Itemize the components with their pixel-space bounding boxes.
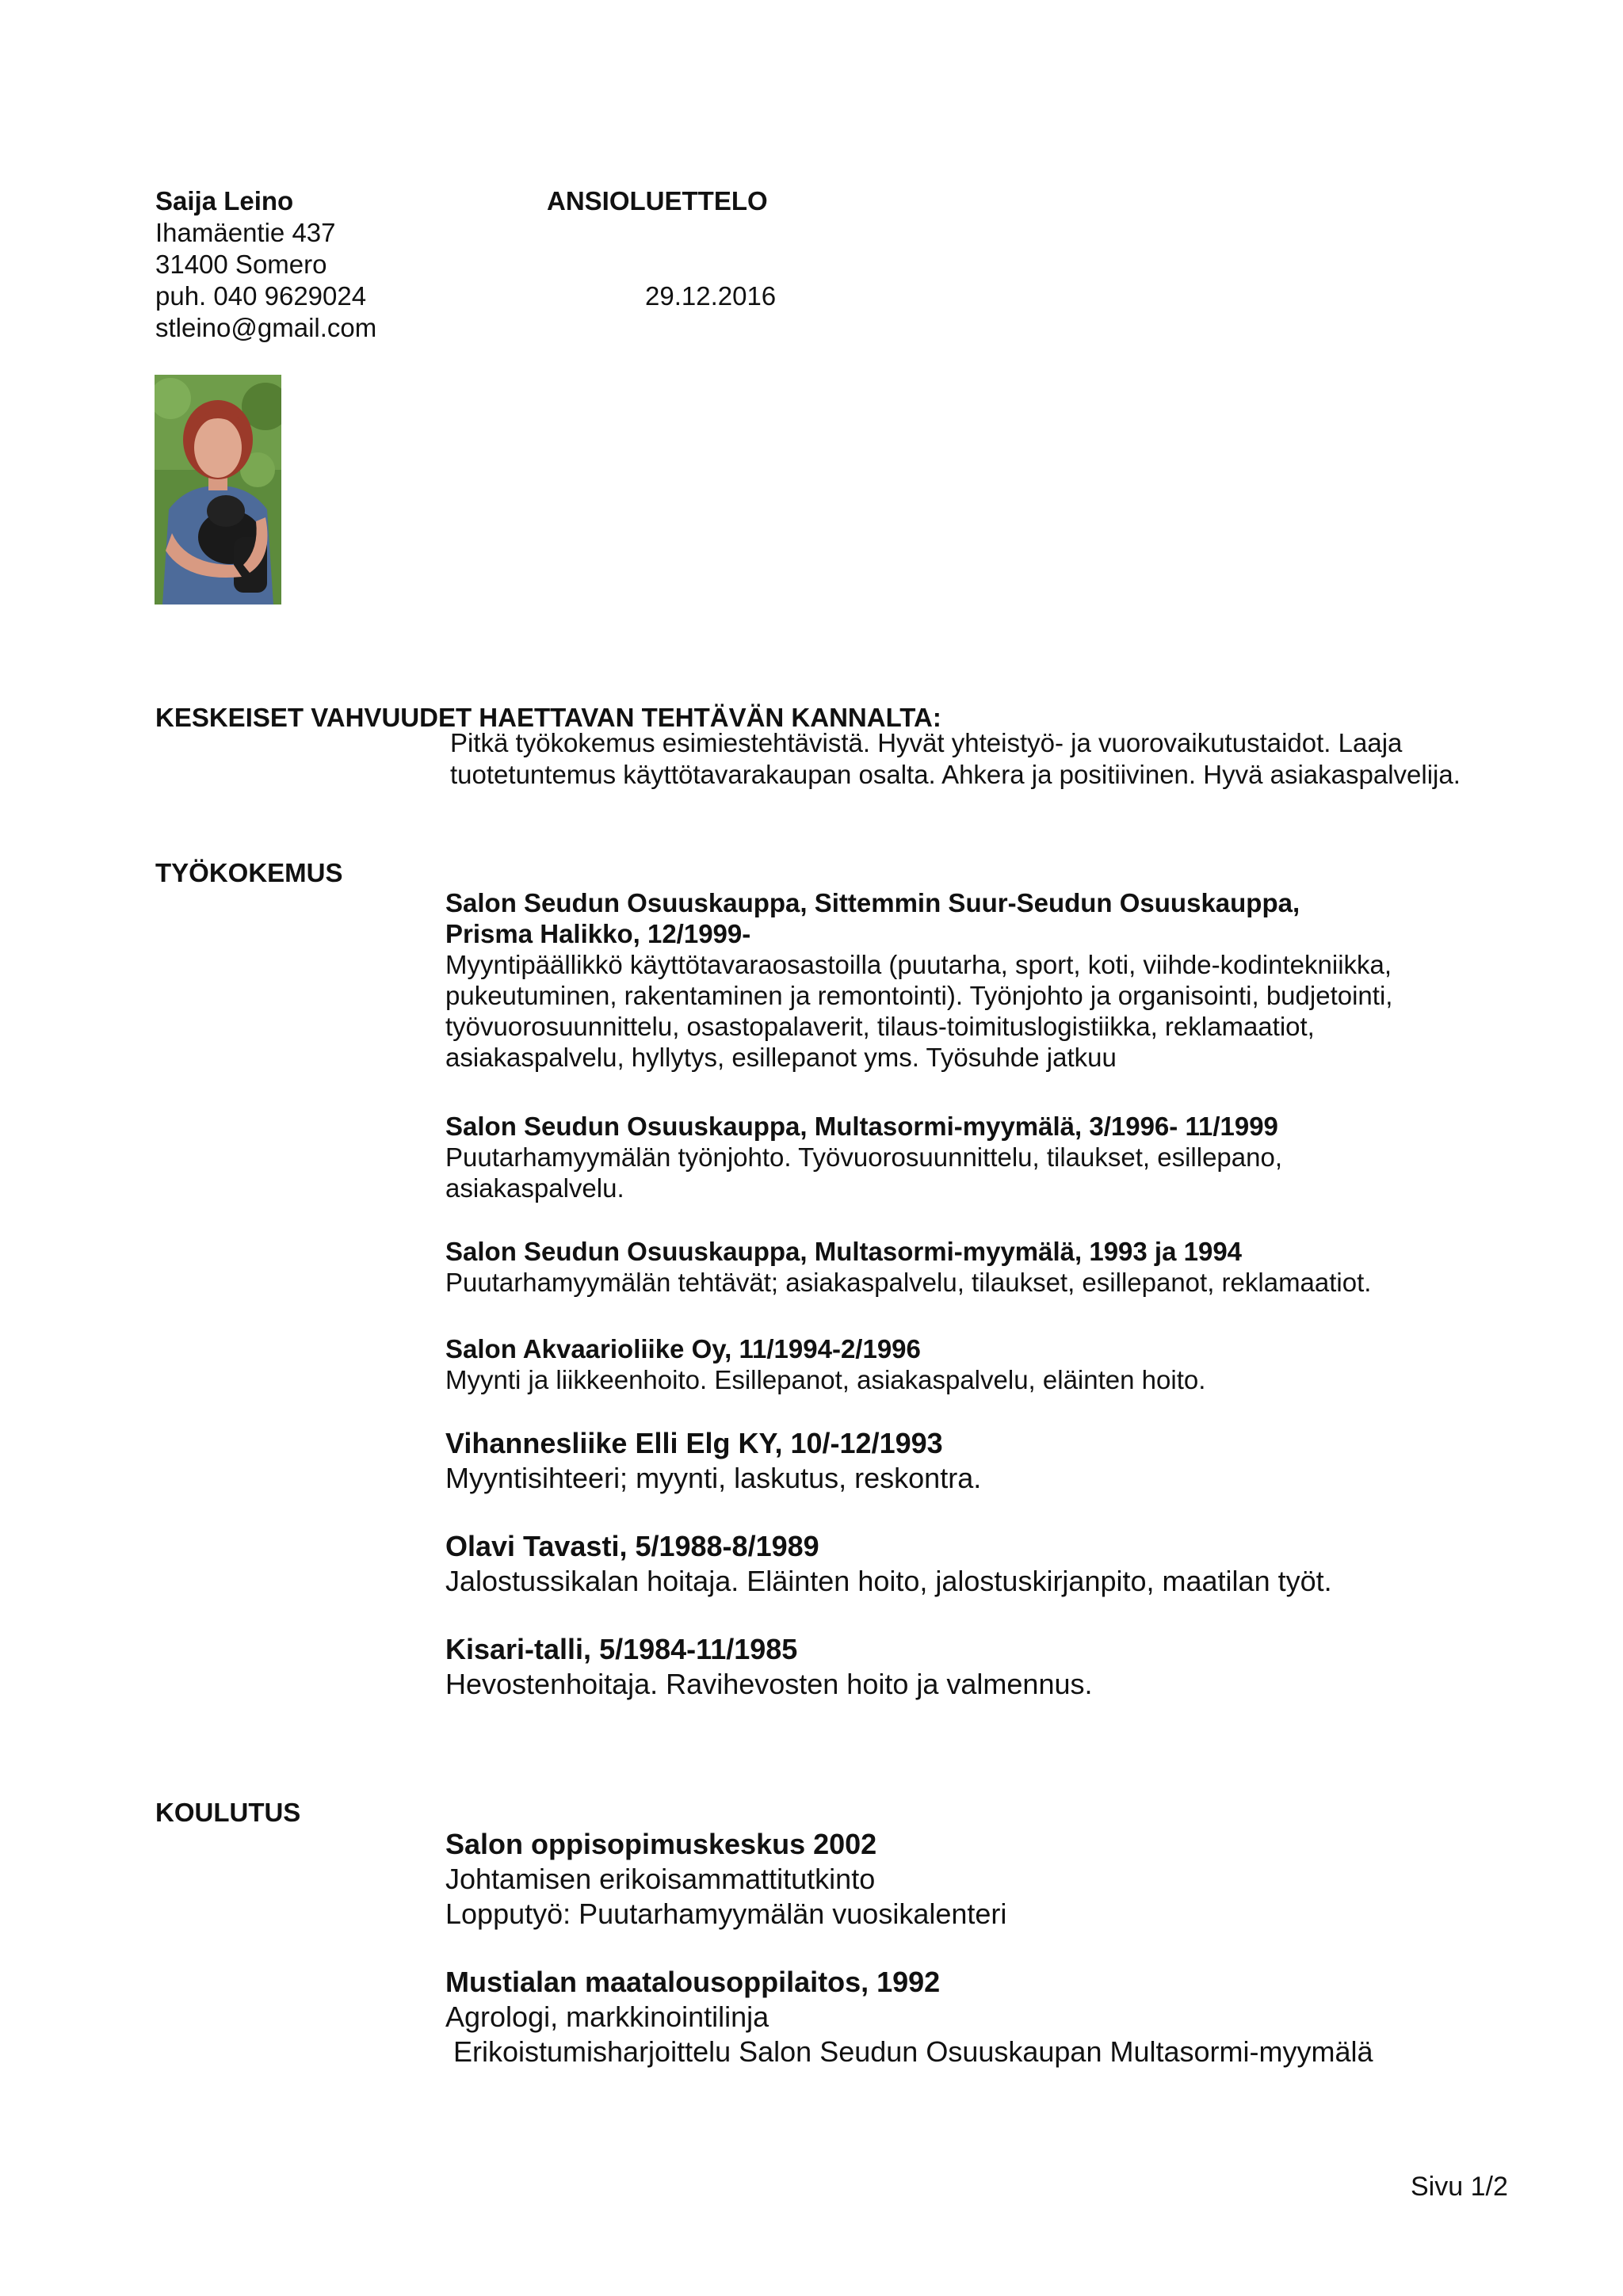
strengths-line: tuotetuntemus käyttötavarakaupan osalta. Ahkera ja positiivinen. Hyvä asiakaspalvelija. xyxy=(450,760,1461,789)
experience-entry xyxy=(445,1111,1539,1203)
contact-block xyxy=(155,185,376,344)
strengths-text xyxy=(450,727,1461,791)
entry-line: Puutarhamyymälän tehtävät; asiakaspalvelu, tilaukset, esillepanot, reklamaatiot. xyxy=(445,1268,1372,1297)
entry-title: Olavi Tavasti, 5/1988-8/1989 xyxy=(445,1530,819,1562)
strengths-heading: KESKEISET VAHVUUDET HAETTAVAN TEHTÄVÄN KANNALTA: xyxy=(155,703,941,732)
email-address: stleino@gmail.com xyxy=(155,313,377,342)
page-number: Sivu 1/2 xyxy=(1411,2172,1508,2202)
entry-title: Salon Akvaarioliike Oy, 11/1994-2/1996 xyxy=(445,1334,921,1363)
experience-entry xyxy=(445,1333,1539,1395)
experience-entry xyxy=(445,1236,1539,1298)
experience-entry xyxy=(445,887,1539,1073)
entry-line: Myynti ja liikkeenhoito. Esillepanot, asiakaspalvelu, eläinten hoito. xyxy=(445,1365,1206,1394)
entry-line: pukeutuminen, rakentaminen ja remontointi). Työnjohto ja organisointi, budjetointi, xyxy=(445,981,1393,1010)
entry-line: Lopputyö: Puutarhamyymälän vuosikalenteri xyxy=(445,1897,1007,1930)
experience-entry xyxy=(445,1632,1539,1702)
address-street: Ihamäentie 437 xyxy=(155,218,336,247)
entry-line: Myyntisihteeri; myynti, laskutus, reskontra. xyxy=(445,1462,982,1494)
entry-line: Jalostussikalan hoitaja. Eläinten hoito, jalostuskirjanpito, maatilan työt. xyxy=(445,1565,1332,1597)
experience-entry xyxy=(445,1426,1539,1496)
entry-line: Puutarhamyymälän työnjohto. Työvuorosuunnittelu, tilaukset, esillepano, xyxy=(445,1142,1283,1172)
strengths-line: Pitkä työkokemus esimiestehtävistä. Hyvät yhteistyö- ja vuorovaikutustaidot. Laaja xyxy=(450,728,1403,757)
education-entry xyxy=(445,1965,1539,2069)
entry-line: Johtamisen erikoisammattitutkinto xyxy=(445,1863,876,1895)
entry-title: Mustialan maatalousoppilaitos, 1992 xyxy=(445,1966,941,1998)
entry-line: Hevostenhoitaja. Ravihevosten hoito ja valmennus. xyxy=(445,1668,1093,1700)
entry-line: työvuorosuunnittelu, osastopalaverit, tilaus-toimituslogistiikka, reklamaatiot, xyxy=(445,1012,1315,1041)
entry-line: asiakaspalvelu. xyxy=(445,1173,624,1203)
applicant-name: Saija Leino xyxy=(155,186,294,215)
entry-title: Kisari-talli, 5/1984-11/1985 xyxy=(445,1633,798,1665)
entry-line: asiakaspalvelu, hyllytys, esillepanot yms. Työsuhde jatkuu xyxy=(445,1043,1117,1072)
education-entry xyxy=(445,1827,1539,1932)
education-heading: KOULUTUS xyxy=(155,1798,301,1827)
phone-number: puh. 040 9629024 xyxy=(155,281,367,311)
experience-heading: TYÖKOKEMUS xyxy=(155,858,343,887)
entry-line: Agrologi, markkinointilinja xyxy=(445,2000,769,2033)
entry-title: Salon oppisopimuskeskus 2002 xyxy=(445,1828,877,1860)
entry-line: Erikoistumisharjoittelu Salon Seudun Osuuskaupan Multasormi-myymälä xyxy=(445,2035,1373,2068)
profile-photo xyxy=(155,375,281,605)
entry-title: Salon Seudun Osuuskauppa, Sittemmin Suur-Seudun Osuuskauppa, xyxy=(445,888,1300,917)
entry-line: Myyntipäällikkö käyttötavaraosastoilla (puutarha, sport, koti, viihde-kodintekniikka, xyxy=(445,950,1392,979)
entry-title: Prisma Halikko, 12/1999- xyxy=(445,919,751,948)
document-title: ANSIOLUETTELO xyxy=(547,186,768,215)
entry-title: Salon Seudun Osuuskauppa, Multasormi-myymälä, 1993 ja 1994 xyxy=(445,1237,1243,1266)
entry-title: Salon Seudun Osuuskauppa, Multasormi-myymälä, 3/1996- 11/1999 xyxy=(445,1112,1278,1141)
address-postal: 31400 Somero xyxy=(155,250,327,279)
document-date: 29.12.2016 xyxy=(645,281,777,311)
entry-title: Vihannesliike Elli Elg KY, 10/-12/1993 xyxy=(445,1427,943,1459)
experience-entry xyxy=(445,1529,1539,1599)
